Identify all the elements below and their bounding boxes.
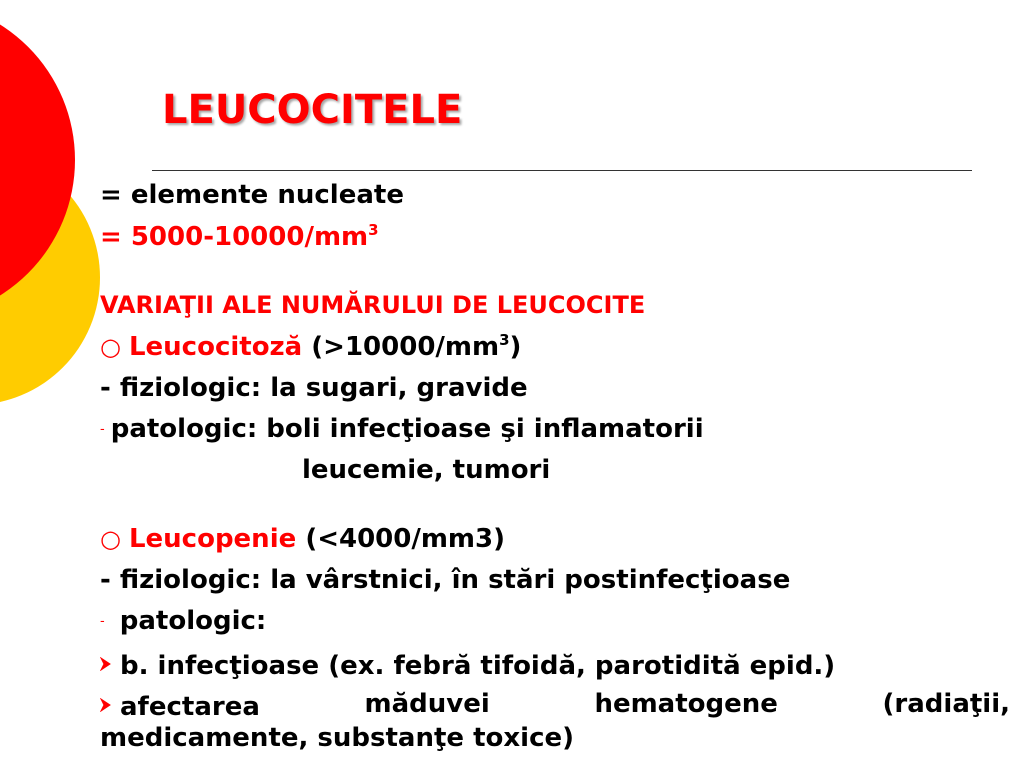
slide-title: LEUCOCITELE [162,87,463,133]
normal-range-text: = 5000-10000/mm [100,222,369,252]
leucopenie-name: Leucopenie [128,524,297,554]
intro-line-1: = elemente nucleate [100,180,404,210]
title-divider [152,170,972,171]
leucocitoza-fiziologic: - fiziologic: la sugari, gravide [100,373,528,403]
circle-bullet-icon: ○ [100,525,121,553]
leucocitoza-item [100,332,1010,362]
arrow-bullet-icon [100,689,112,719]
leucopenie-cause-1: b. infecţioase (ex. febră tifoidă, parotidită epid.) [100,648,1010,681]
small-dash-bullet: - [100,614,105,629]
intro-line-2 [100,222,1010,252]
dash-bullet: - [100,565,111,595]
leucocitoza-patologic-cont: leucemie, tumori [302,455,551,485]
cause-2-word: (radiaţii, [882,689,1010,719]
circle-bullet-icon: ○ [100,333,121,361]
cause-2-word: măduvei [364,689,490,719]
cause-2-word: afectarea [100,689,260,722]
small-dash-bullet: - [100,422,105,437]
leucopenie-range: (<4000/mm3) [305,524,505,554]
leucocitoza-name: Leucocitoză [128,332,303,362]
leucopenie-item [100,524,1010,554]
cause-2-word: hematogene [594,689,778,719]
leucocitoza-patologic: - patologic: boli infecţioase şi inflamatorii [100,414,704,444]
leucocitoza-range: $(>10000/mm^3)$ [311,331,522,362]
dash-bullet: - [100,373,111,403]
normal-range-sup: 3 [368,221,379,239]
leucopenie-cause-2-cont: medicamente, substanţe toxice) [100,723,575,753]
leucopenie-patologic: - patologic: [100,606,267,636]
leucopenie-cause-2 [100,689,1010,722]
variations-heading: VARIAŢII ALE NUMĂRULUI DE LEUCOCITE [100,291,646,319]
leucopenie-fiziologic: - fiziologic: la vârstnici, în stări postinfecţioase [100,565,791,595]
arrow-bullet-icon [100,648,112,678]
